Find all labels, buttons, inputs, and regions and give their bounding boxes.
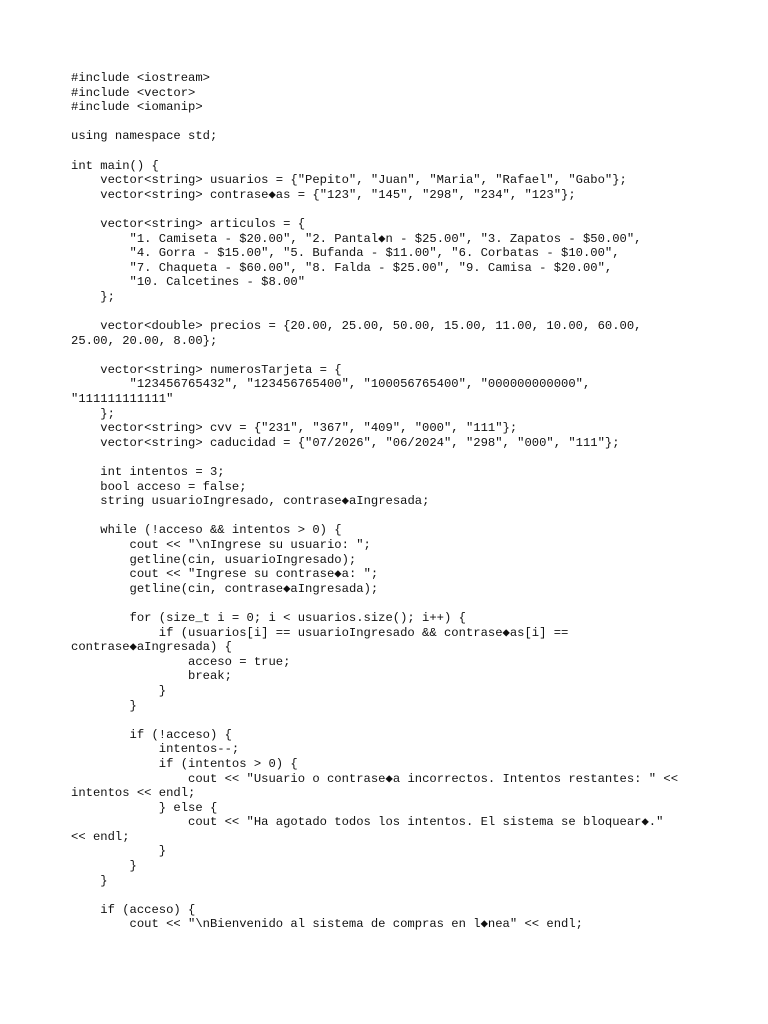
code-line: vector<string> articulos = { <box>71 216 306 231</box>
code-line: "7. Chaqueta - $60.00", "8. Falda - $25.00", "9. Camisa - $20.00", <box>71 260 613 275</box>
code-line <box>71 888 751 903</box>
code-line: cout << "Ingrese su contrase◆a: "; <box>71 567 379 582</box>
code-line: #include <iomanip> <box>71 100 203 115</box>
code-line: while (!acceso && intentos > 0) { <box>71 523 342 538</box>
code-line: } else { <box>71 800 218 815</box>
code-line: } <box>71 873 108 888</box>
code-line: getline(cin, contrase◆aIngresada); <box>71 581 379 596</box>
code-line: } <box>71 698 137 713</box>
code-line: cout << "\nBienvenido al sistema de compras en l◆nea" << endl; <box>71 917 583 932</box>
code-line: if (usuarios[i] == usuarioIngresado && contrase◆as[i] == <box>71 625 569 640</box>
code-line: cout << "Usuario o contrase◆a incorrectos. Intentos restantes: " << <box>71 771 679 786</box>
code-line: vector<double> precios = {20.00, 25.00, 50.00, 15.00, 11.00, 10.00, 60.00, <box>71 319 642 334</box>
code-line: bool acceso = false; <box>71 479 247 494</box>
code-line: using namespace std; <box>71 129 218 144</box>
code-line: int main() { <box>71 158 159 173</box>
code-line: contrase◆aIngresada) { <box>71 640 232 655</box>
code-line: #include <iostream> <box>71 71 210 85</box>
code-line: cout << "Ha agotado todos los intentos. El sistema se bloquear◆." <box>71 815 664 830</box>
code-line <box>71 202 751 217</box>
code-line: } <box>71 683 167 698</box>
code-line: vector<string> numerosTarjeta = { <box>71 362 342 377</box>
code-line: intentos << endl; <box>71 786 196 801</box>
code-line: << endl; <box>71 829 130 844</box>
code-line <box>71 115 751 130</box>
code-line <box>71 509 751 524</box>
code-line: intentos--; <box>71 742 240 757</box>
code-line: break; <box>71 669 232 684</box>
code-line: }; <box>71 289 115 304</box>
code-line <box>71 305 751 320</box>
code-line: if (intentos > 0) { <box>71 756 298 771</box>
code-block <box>71 71 751 932</box>
code-line: } <box>71 844 167 859</box>
code-line: string usuarioIngresado, contrase◆aIngresada; <box>71 494 430 509</box>
code-line: "4. Gorra - $15.00", "5. Bufanda - $11.00", "6. Corbatas - $10.00", <box>71 246 620 261</box>
code-line: if (acceso) { <box>71 902 196 917</box>
code-line: 25.00, 20.00, 8.00}; <box>71 333 218 348</box>
code-line: vector<string> caducidad = {"07/2026", "06/2024", "298", "000", "111"}; <box>71 435 620 450</box>
code-line: getline(cin, usuarioIngresado); <box>71 552 357 567</box>
code-line: #include <vector> <box>71 85 196 100</box>
code-line: acceso = true; <box>71 654 291 669</box>
code-line: }; <box>71 406 115 421</box>
code-line: if (!acceso) { <box>71 727 232 742</box>
code-line: "123456765432", "123456765400", "100056765400", "000000000000", <box>71 377 591 392</box>
code-line: "10. Calcetines - $8.00" <box>71 275 306 290</box>
code-line: for (size_t i = 0; i < usuarios.size(); i++) { <box>71 610 466 625</box>
code-line: } <box>71 859 137 874</box>
code-line <box>71 144 751 159</box>
code-line <box>71 596 751 611</box>
code-line: vector<string> contrase◆as = {"123", "145", "298", "234", "123"}; <box>71 187 576 202</box>
code-line: vector<string> cvv = {"231", "367", "409", "000", "111"}; <box>71 421 518 436</box>
code-line: int intentos = 3; <box>71 465 225 480</box>
code-line: "1. Camiseta - $20.00", "2. Pantal◆n - $25.00", "3. Zapatos - $50.00", <box>71 231 642 246</box>
code-line: cout << "\nIngrese su usuario: "; <box>71 538 371 552</box>
code-line <box>71 348 751 363</box>
code-line: vector<string> usuarios = {"Pepito", "Juan", "Maria", "Rafael", "Gabo"}; <box>71 173 627 188</box>
code-line: "111111111111" <box>71 392 174 407</box>
code-line <box>71 713 751 728</box>
code-line <box>71 450 751 465</box>
